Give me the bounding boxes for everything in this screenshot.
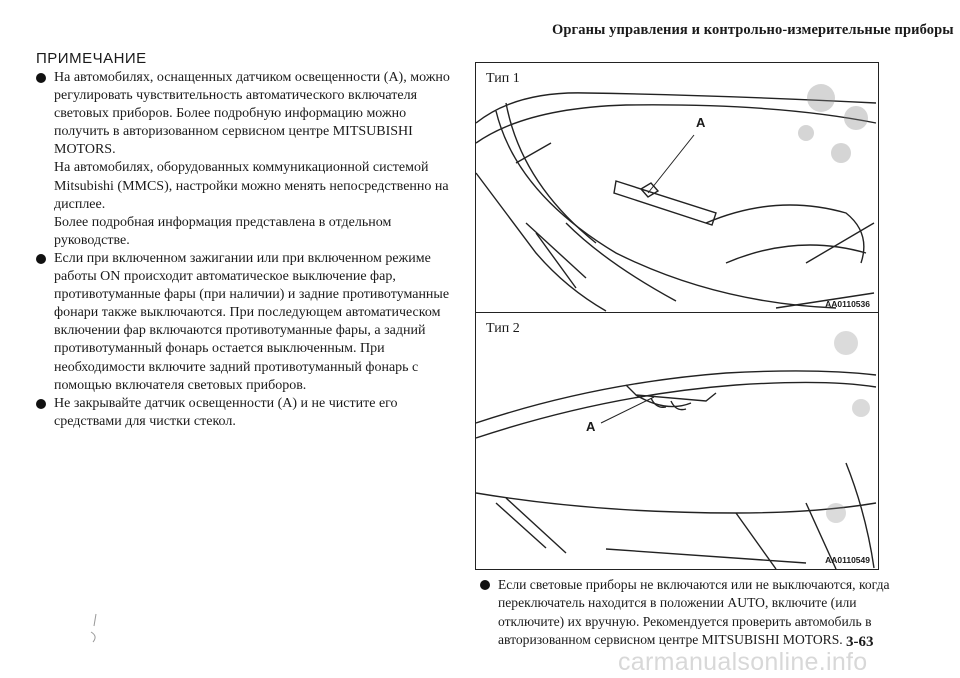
note-paragraph: На автомобилях, оснащенных датчиком освещенности (А), можно регулировать чувствительность автоматического включателя световых приборов. Более подробную информацию можно получить в авторизованном сервисном центре MITSUBISHI MOTORS.	[54, 70, 450, 158]
note-paragraph: Не закрывайте датчик освещенности (А) и не чистите его средствами для чистки стекол.	[54, 395, 398, 429]
figure-type-label: Тип 1	[486, 71, 520, 86]
right-note-bullet	[480, 576, 890, 650]
watermark: carmanualsonline.info	[618, 648, 868, 676]
page-header: Органы управления и контрольно-измерительные приборы	[552, 22, 954, 38]
figure-code: AA0110536	[825, 299, 870, 309]
note-bullet-2	[36, 250, 454, 395]
bullet-icon	[36, 399, 46, 409]
scan-mark	[88, 612, 100, 644]
note-paragraph: Если при включенном зажигании или при включенном режиме работы ON происходит автоматическое выключение фар, противотуманные фары (при наличии) и задние противотуманные фонари также выключаются. При последующем автоматическом включении фар включаются противотуманные фары, а задний противотуманный фонарь остается выключенным. При необходимости включите задний противотуманный фонарь с помощью включателя световых приборов.	[54, 250, 450, 393]
sensor-label: A	[586, 419, 596, 434]
bullet-icon	[36, 73, 46, 83]
note-paragraph: На автомобилях, оборудованных коммуникационной системой Mitsubishi (MMCS), настройки можно менять непосредственно на дисплее.	[54, 160, 449, 212]
right-note	[480, 576, 890, 650]
figure-code: AA0110549	[825, 555, 870, 565]
page-number: 3-63	[846, 634, 874, 650]
right-note-text: Если световые приборы не включаются или не выключаются, когда переключатель находится в положении AUTO, включите (или отключите) их вручную. Рекомендуется проверить автомобиль в авторизованном сервисном центре MITSUBISHI MOTORS.	[498, 577, 890, 648]
figure-type-2	[475, 312, 879, 570]
figure-type-label: Тип 2	[486, 321, 520, 336]
sensor-label: A	[696, 115, 706, 130]
note-title: ПРИМЕЧАНИЕ	[36, 50, 147, 67]
bullet-icon	[36, 254, 46, 264]
bullet-icon	[480, 580, 490, 590]
note-bullet-3	[36, 395, 454, 431]
windshield-sensor-illustration-2	[476, 313, 878, 569]
note-paragraph: Более подробная информация представлена в отдельном руководстве.	[54, 214, 392, 248]
note-body	[36, 69, 454, 431]
windshield-sensor-illustration-1	[476, 63, 878, 313]
figure-type-1	[475, 62, 879, 314]
note-bullet-1	[36, 69, 454, 250]
